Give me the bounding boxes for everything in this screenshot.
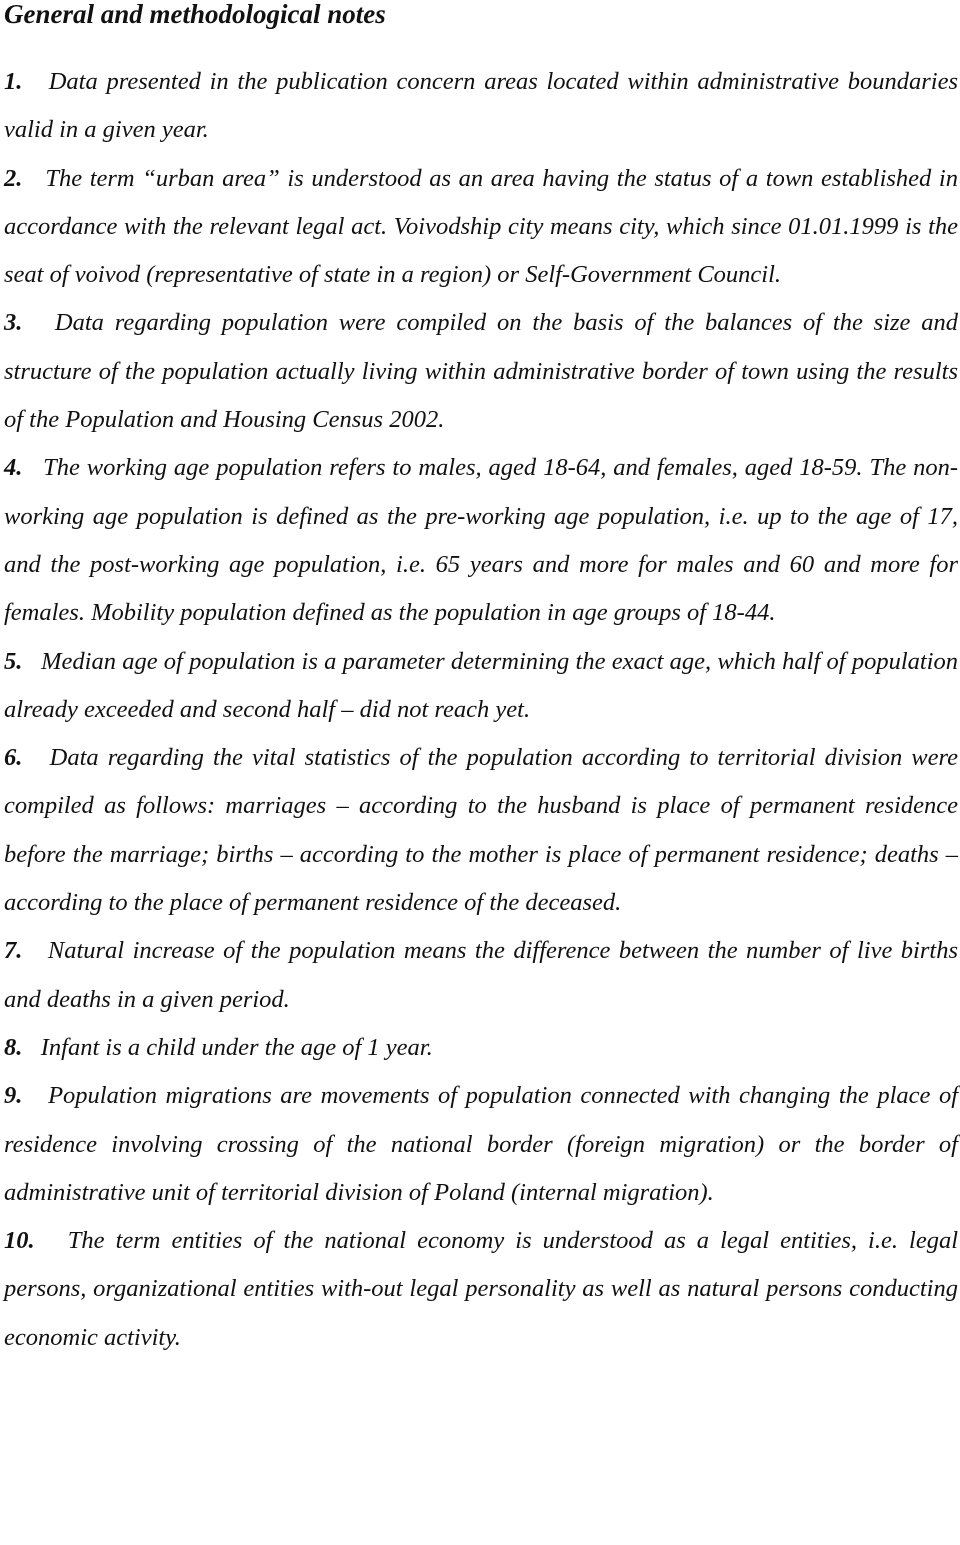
note-text: The term “urban area” is understood as an area having the status of a town established in accordance with the relevant legal act. Voivodship city means city, which since 01.01.1999 is the seat of voivod (representative of state in a region) or Self-Government Council.: [4, 164, 958, 289]
note-8: [4, 1024, 958, 1072]
note-number: 8.: [4, 1033, 23, 1061]
note-1: [4, 58, 958, 155]
note-text: Population migrations are movements of population connected with changing the place of residence involving crossing of the national border (foreign migration) or the border of administrative unit of territorial division of Poland (internal migration).: [4, 1082, 958, 1206]
note-text: Infant is a child under the age of 1 year.: [40, 1033, 433, 1061]
note-number: 9.: [4, 1082, 23, 1110]
note-text: Data presented in the publication concern areas located within administrative boundaries valid in a given year.: [4, 68, 958, 144]
note-number: 2.: [4, 164, 23, 192]
note-2: [4, 155, 958, 300]
note-number: 3.: [4, 309, 23, 337]
note-9: [4, 1072, 958, 1217]
note-text: The working age population refers to males, aged 18-64, and females, aged 18-59. The non-working age population is defined as the pre-working age population, i.e. up to the age of 17, and the post-working age population, i.e. 65 years and more for males and 60 and more for females. Mobility population defined as the population in age groups of 18-44.: [4, 454, 959, 627]
note-text: Natural increase of the population means the difference between the number of live births and deaths in a given period.: [4, 937, 958, 1013]
note-text: Data regarding population were compiled on the basis of the balances of the size and structure of the population actually living within administrative border of town using the results of the Population and Housing Census 2002.: [4, 309, 959, 434]
note-3: [4, 299, 958, 444]
note-number: 7.: [4, 937, 23, 965]
note-number: 1.: [4, 68, 23, 95]
note-6: [4, 734, 958, 927]
note-number: 5.: [4, 647, 23, 675]
note-5: [4, 638, 958, 735]
note-4: [4, 444, 958, 637]
note-7: [4, 927, 958, 1024]
notes-list: [4, 58, 958, 1362]
page-title: General and methodological notes: [4, 0, 386, 29]
note-number: 4.: [4, 454, 23, 482]
note-text: Median age of population is a parameter determining the exact age, which half of population already exceeded and second half – did not reach yet.: [4, 647, 958, 723]
note-text: The term entities of the national economy is understood as a legal entities, i.e. legal persons, organizational entities with-out legal personality as well as natural persons conducting economic activity.: [4, 1227, 959, 1351]
note-number: 10.: [4, 1227, 35, 1255]
note-number: 6.: [4, 744, 23, 772]
note-text: Data regarding the vital statistics of the population according to territorial division were compiled as follows: marriages – according to the husband is place of permanent residence before the marriage; births – according to the mother is place of permanent residence; deaths – according to the place of permanent residence of the deceased.: [4, 744, 958, 917]
note-10: [4, 1217, 958, 1362]
